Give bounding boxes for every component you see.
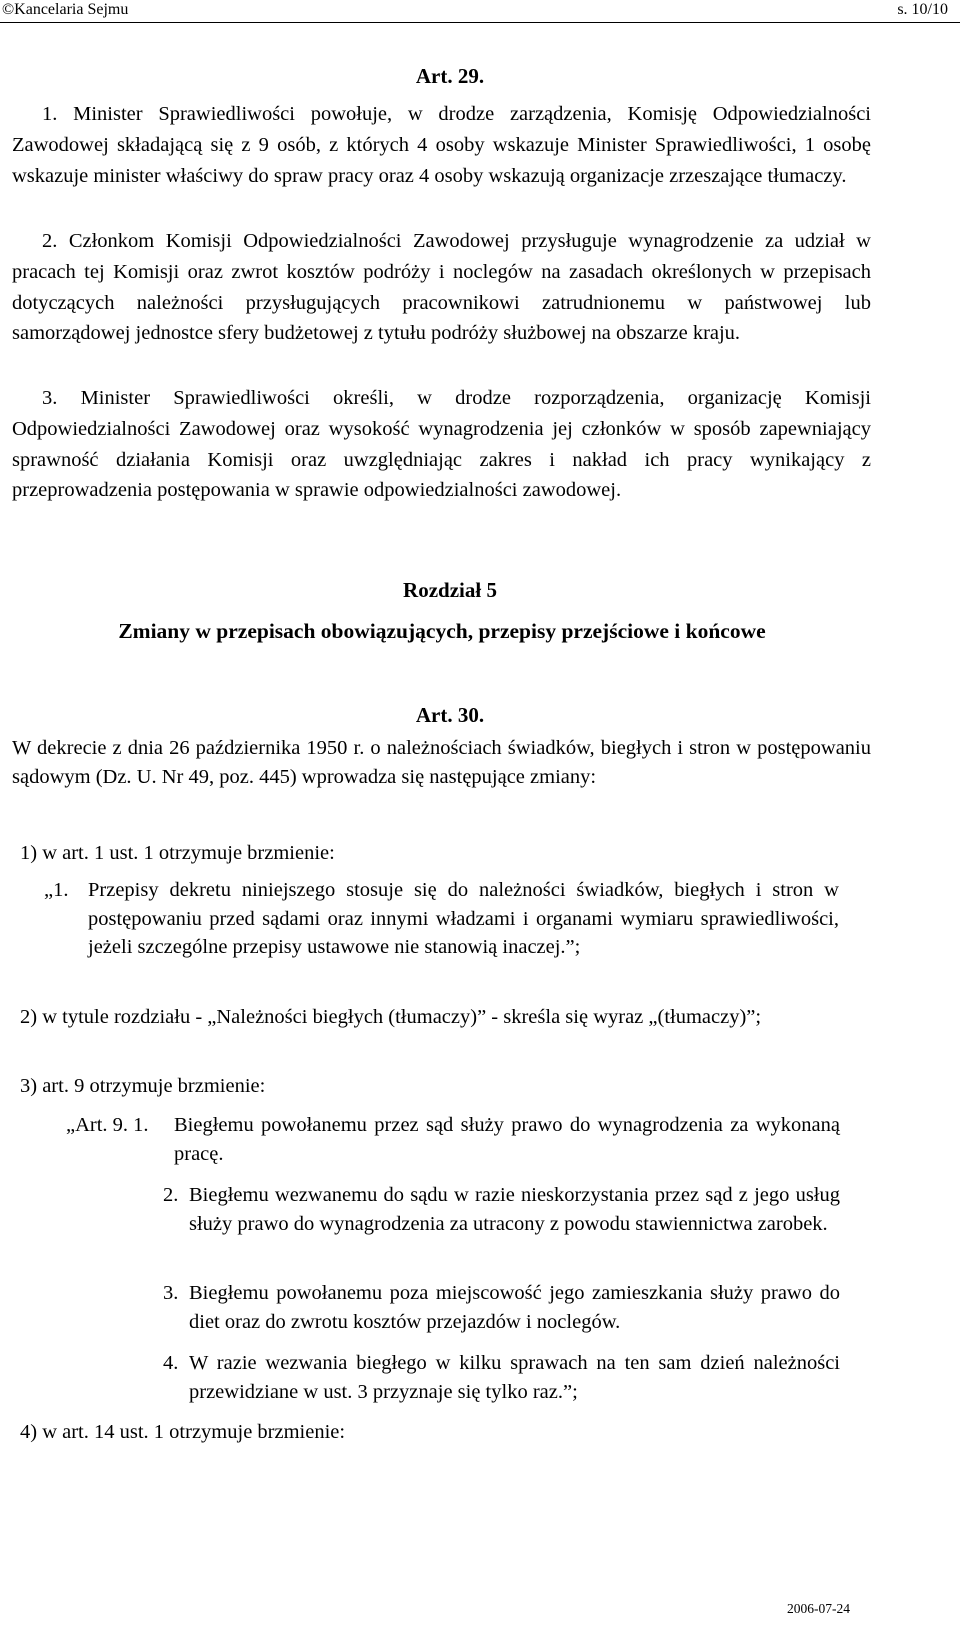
article-30-intro: W dekrecie z dnia 26 października 1950 r. o należnościach świadków, biegłych i stron w postępowaniu sądowym (Dz. U. Nr 49, poz. 445) wprowadza się następujące zmiany: xyxy=(12,737,871,788)
chapter-number: Rozdział 5 xyxy=(403,578,497,602)
art-9-paragraph-2-number: 2. xyxy=(163,1184,179,1206)
art-9-paragraph-2: Biegłemu wezwanemu do sądu w razie nieskorzystania przez sąd z jego usług służy prawo do wynagrodzenia za utracony z powodu stawiennictwa zarobek. xyxy=(189,1184,840,1235)
amendment-item-2: 2) w tytule rozdziału - „Należności biegłych (tłumaczy)” - skreśla się wyraz „(tłumaczy)”; xyxy=(20,1006,762,1028)
item-1-quote-text: Przepisy dekretu niniejszego stosuje się do należności świadków, biegłych i stron w postępowaniu przed sądami oraz innymi władzami i organami wymiaru sprawiedliwości, jeżeli szczególne przepisy ustawowe nie stanowią inaczej.”; xyxy=(88,879,839,958)
amendment-item-3: 3) art. 9 otrzymuje brzmienie: xyxy=(20,1075,266,1097)
chapter-title: Zmiany w przepisach obowiązujących, przepisy przejściowe i końcowe xyxy=(118,619,766,643)
article-30-title: Art. 30. xyxy=(415,703,485,727)
article-29-paragraph-2: 2. Członkom Komisji Odpowiedzialności Zawodowej przysługuje wynagrodzenie za udział w pracach tej Komisji oraz zwrot kosztów podróży i noclegów na zasadach określonych w przepisach dotyczących należności przysługujących pracownikowi zatrudnionemu w państwowej lub samorządowej jednostce sfery budżetowej z tytułu podróży służbowej na obszarze kraju. xyxy=(12,230,871,345)
article-29-paragraph-1: 1. Minister Sprawiedliwości powołuje, w drodze zarządzenia, Komisję Odpowiedzialności Zawodowej składającą się z 9 osób, z których 4 osoby wskazuje Minister Sprawiedliwości, 1 osobę wskazuje minister właściwy do spraw pracy oraz 4 osoby wskazują organizacje zrzeszające tłumaczy. xyxy=(12,103,871,187)
header-page-number: s. 10/10 xyxy=(897,1,948,18)
art-9-paragraph-3-number: 3. xyxy=(163,1282,179,1304)
item-1-quote-number: „1. xyxy=(44,879,69,901)
article-29-paragraph-3: 3. Minister Sprawiedliwości określi, w drodze rozporządzenia, organizację Komisji Odpowiedzialności Zawodowej oraz wysokość wynagrodzenia jej członków w sposób zapewniający sprawność działania Komisji oraz uwzględniając zakres i nakład ich pracy wynikający z przeprowadzenia postępowania w sprawie odpowiedzialności zawodowej. xyxy=(12,387,871,502)
art-9-paragraph-4-number: 4. xyxy=(163,1352,179,1374)
amendment-item-1: 1) w art. 1 ust. 1 otrzymuje brzmienie: xyxy=(20,842,335,864)
art-9-heading: „Art. 9. 1. xyxy=(66,1114,149,1136)
header-copyright: ©Kancelaria Sejmu xyxy=(2,1,129,18)
art-9-paragraph-3: Biegłemu powołanemu poza miejscowość jego zamieszkania służy prawo do diet oraz do zwrotu kosztów przejazdów i noclegów. xyxy=(189,1282,840,1333)
page-header xyxy=(0,0,960,22)
header-divider xyxy=(0,22,960,23)
footer-date: 2006-07-24 xyxy=(787,1601,850,1616)
article-29-title: Art. 29. xyxy=(415,64,485,88)
art-9-paragraph-1: Biegłemu powołanemu przez sąd służy prawo do wynagrodzenia za wykonaną pracę. xyxy=(174,1114,840,1165)
amendment-item-4: 4) w art. 14 ust. 1 otrzymuje brzmienie: xyxy=(20,1421,346,1443)
art-9-paragraph-4: W razie wezwania biegłego w kilku sprawach na ten sam dzień należności przewidziane w ust. 3 przyznaje się tylko raz.”; xyxy=(189,1352,840,1403)
